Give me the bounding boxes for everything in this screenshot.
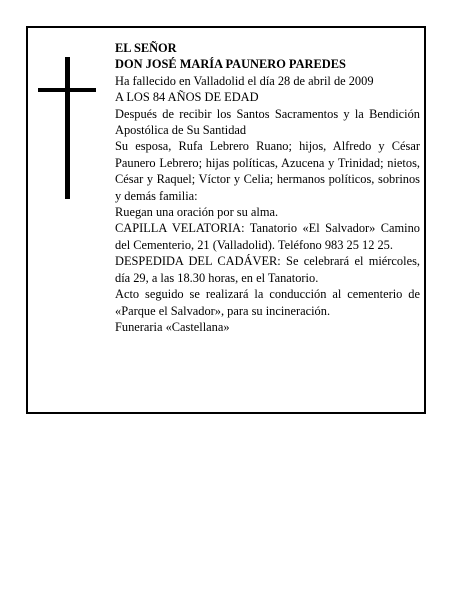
notice-text <box>115 40 420 335</box>
procession-info: Acto seguido se realizará la conducción al cementerio de «Parque el Salvador», para su incineración. <box>115 287 420 318</box>
cross-icon <box>38 57 96 199</box>
prayer-request: Ruegan una oración por su alma. <box>115 205 279 220</box>
deceased-name: DON JOSÉ MARÍA PAUNERO PAREDES <box>115 57 346 72</box>
family-list: Su esposa, Rufa Lebrero Ruano; hijos, Alfredo y César Paunero Lebrero; hijas políticas, Azucena y Trinidad; nietos, César y Raquel; Víctor y Celia; hermanos políticos, sobrinos y demás familia: <box>115 139 420 203</box>
cross-horizontal-bar <box>38 88 96 92</box>
farewell-info: DESPEDIDA DEL CADÁVER: Se celebrará el miércoles, día 29, a las 18.30 horas, en el Tanatorio. <box>115 254 420 285</box>
death-statement: Ha fallecido en Valladolid el día 28 de abril de 2009 <box>115 73 374 88</box>
funeral-home: Funeraria «Castellana» <box>115 319 230 334</box>
age-statement: A LOS 84 AÑOS DE EDAD <box>115 90 259 105</box>
cross-vertical-bar <box>65 57 70 199</box>
notice-title: EL SEÑOR <box>115 41 177 55</box>
chapel-info: CAPILLA VELATORIA: Tanatorio «El Salvador» Camino del Cementerio, 21 (Valladolid). Teléfono 983 25 12 25. <box>115 221 420 252</box>
sacraments-statement: Después de recibir los Santos Sacramentos y la Bendición Apostólica de Su Santidad <box>115 106 420 138</box>
obituary-notice <box>26 26 426 414</box>
